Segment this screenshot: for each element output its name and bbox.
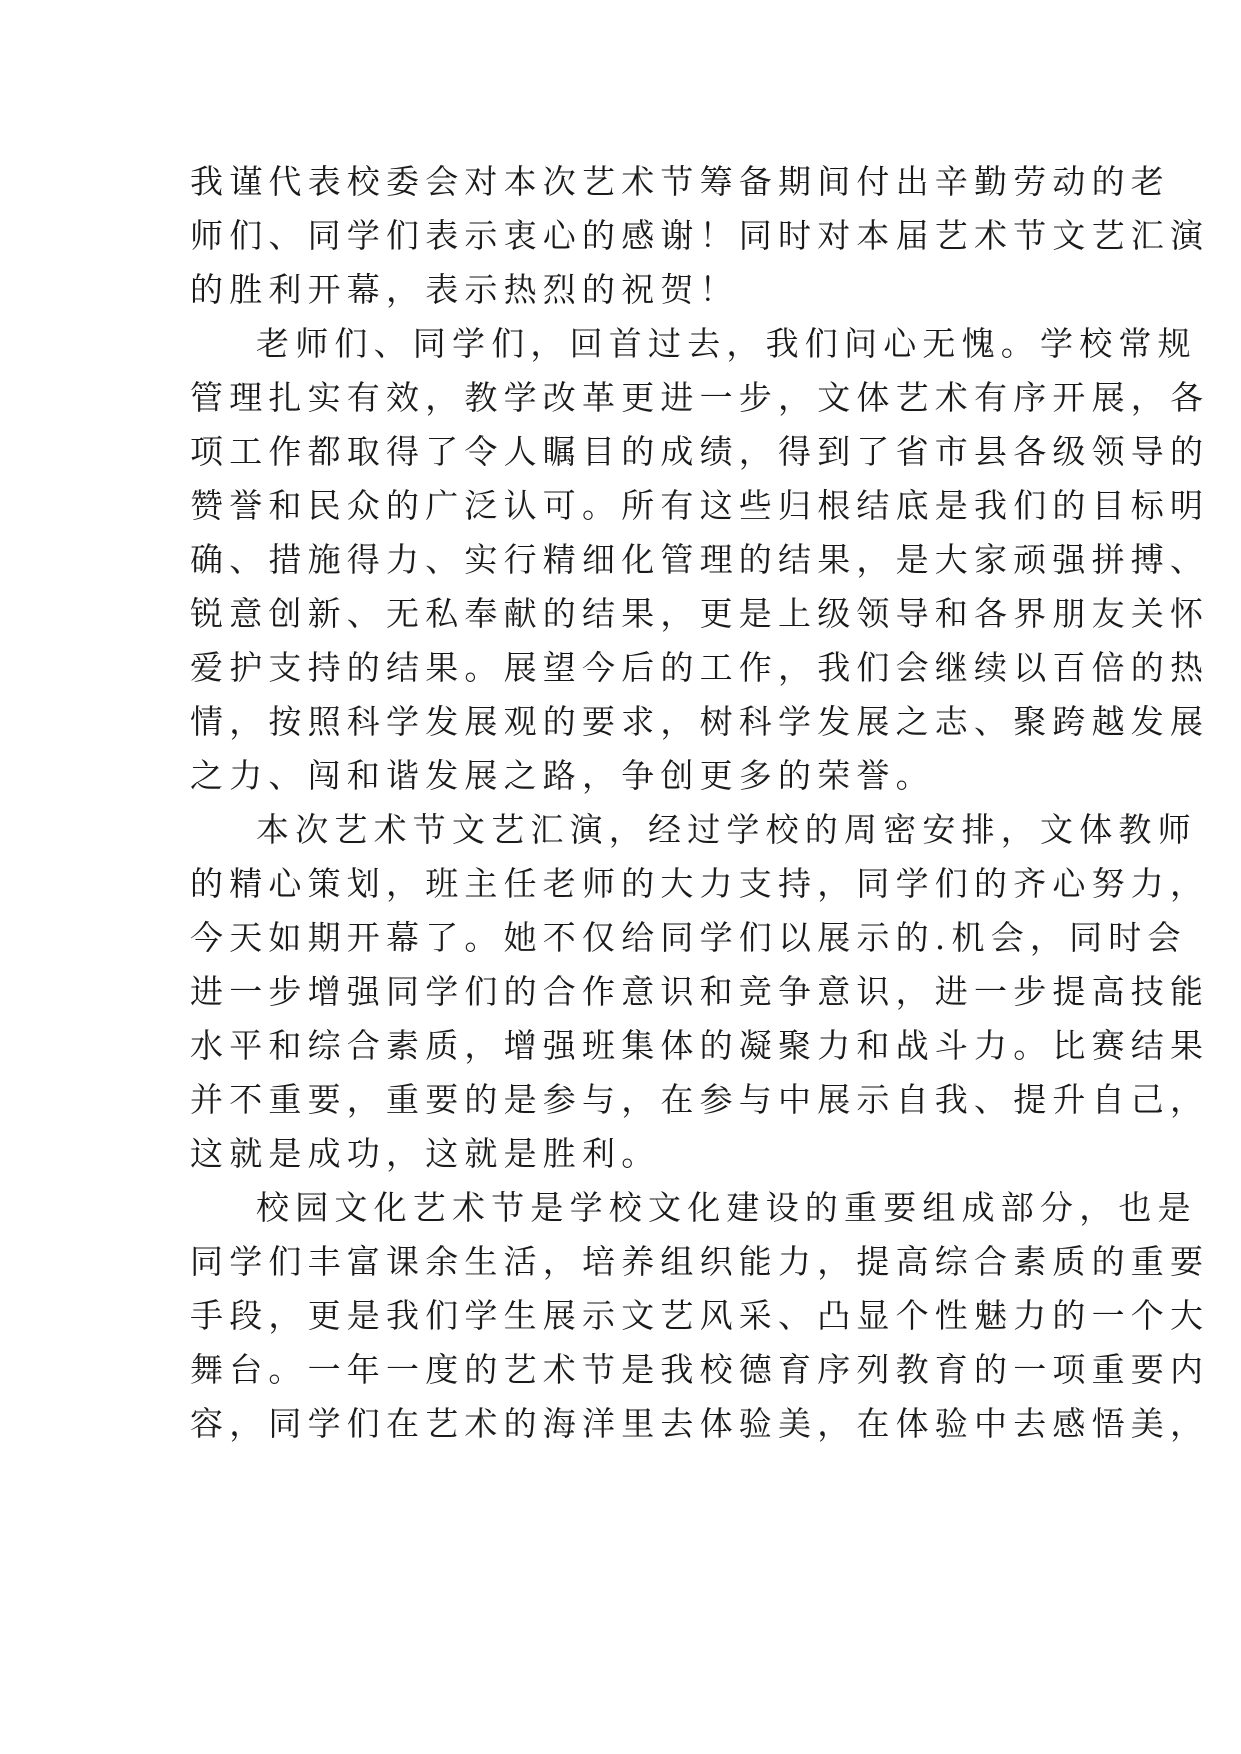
text-line: 的精心策划，班主任老师的大力支持，同学们的齐心努力，: [190, 864, 1210, 903]
paragraph-2: [190, 317, 1210, 803]
text-line: 容，同学们在艺术的海洋里去体验美，在体验中去感悟美，: [190, 1404, 1210, 1443]
text-line: 之力、闯和谐发展之路，争创更多的荣誉。: [190, 756, 935, 795]
text-line: 校园文化艺术节是学校文化建设的重要组成部分，也是: [256, 1188, 1197, 1227]
text-line: 这就是成功，这就是胜利。: [190, 1134, 661, 1173]
text-line: 同学们丰富课余生活，培养组织能力，提高综合素质的重要: [190, 1242, 1210, 1281]
text-line: 爱护支持的结果。展望今后的工作，我们会继续以百倍的热: [190, 648, 1210, 687]
text-line: 我谨代表校委会对本次艺术节筹备期间付出辛勤劳动的老: [190, 162, 1170, 201]
text-line: 的胜利开幕，表示热烈的祝贺！: [190, 270, 739, 309]
body-text: [190, 155, 1210, 1451]
paragraph-1: [190, 155, 1210, 317]
text-line: 今天如期开幕了。她不仅给同学们以展示的.机会，同时会: [190, 918, 1187, 957]
text-line: 老师们、同学们，回首过去，我们问心无愧。学校常规: [256, 324, 1197, 363]
text-line: 项工作都取得了令人瞩目的成绩，得到了省市县各级领导的: [190, 432, 1210, 471]
paragraph-3: [190, 803, 1210, 1181]
text-line: 锐意创新、无私奉献的结果，更是上级领导和各界朋友关怀: [190, 594, 1210, 633]
paragraph-4: [190, 1181, 1210, 1451]
text-line: 手段，更是我们学生展示文艺风采、凸显个性魅力的一个大: [190, 1296, 1210, 1335]
text-line: 舞台。一年一度的艺术节是我校德育序列教育的一项重要内: [190, 1350, 1210, 1389]
text-line: 师们、同学们表示衷心的感谢！同时对本届艺术节文艺汇演: [190, 216, 1210, 255]
text-line: 确、措施得力、实行精细化管理的结果，是大家顽强拼搏、: [190, 540, 1210, 579]
text-line: 进一步增强同学们的合作意识和竞争意识，进一步提高技能: [190, 972, 1210, 1011]
text-line: 赞誉和民众的广泛认可。所有这些归根结底是我们的目标明: [190, 486, 1210, 525]
text-line: 情，按照科学发展观的要求，树科学发展之志、聚跨越发展: [190, 702, 1210, 741]
text-line: 并不重要，重要的是参与，在参与中展示自我、提升自己，: [190, 1080, 1210, 1119]
text-line: 管理扎实有效，教学改革更进一步，文体艺术有序开展，各: [190, 378, 1210, 417]
text-line: 本次艺术节文艺汇演，经过学校的周密安排，文体教师: [256, 810, 1197, 849]
text-line: 水平和综合素质，增强班集体的凝聚力和战斗力。比赛结果: [190, 1026, 1210, 1065]
